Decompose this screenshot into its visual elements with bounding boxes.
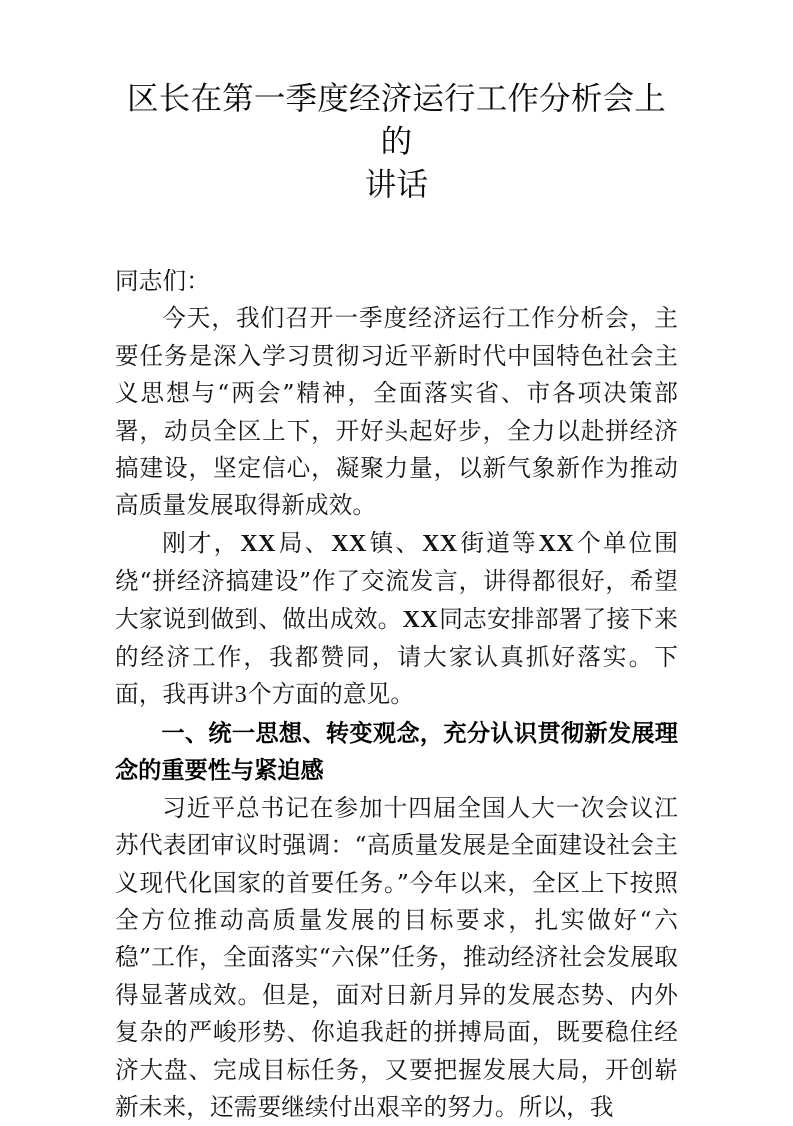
title-body-spacer xyxy=(115,207,678,263)
page-title-line-2: 讲话 xyxy=(364,167,429,203)
seg-cjk-1: 局、 xyxy=(276,528,331,557)
seg-latin-town: XX xyxy=(331,530,367,557)
document-text-column xyxy=(115,78,678,1126)
seg-latin-street: XX xyxy=(422,530,458,557)
page-title xyxy=(115,78,678,207)
seg-cjk-6: 个方面的意见。 xyxy=(247,680,415,709)
salutation-line: 同志们： xyxy=(115,267,210,295)
seg-num-aspect-count: 3 xyxy=(234,682,247,709)
page-title-line-1: 区长在第一季度经济运行工作分析会上的 xyxy=(127,81,666,160)
seg-cjk-3: 街道等 xyxy=(458,528,538,557)
seg-cjk-4: 个单位围绕“拼经济搞建设”作了交流发言，讲得都很好，希望大家说到做到、做出成效。 xyxy=(115,528,678,633)
paragraph-section-one-body: 习近平总书记在参加十四届全国人大一次会议江苏代表团审议时强调：“高质量发展是全面建设社会主义现代化国家的首要任务。”今年以来，全区上下按照全方位推动高质量发展的目标要求，扎实做好“六稳”工作，全面落实“六保”任务，推动经济社会发展取得显著成效。但是，面对日新月异的发展态势、内外复杂的严峻形势、你追我赶的拼搏局面，既要稳住经济大盘、完成目标任务，又要把握发展大局，开创崭新未来，还需要继续付出艰辛的努力。所以，我 xyxy=(115,793,678,1121)
seg-latin-comrade: XX xyxy=(402,606,439,633)
paragraph-opening: 今天，我们召开一季度经济运行工作分析会，主要任务是深入学习贯彻习近平新时代中国特色社会主义思想与“两会”精神，全面落实省、市各项决策部署，动员全区上下，开好头起好步，全力以赴拼经济搞建设，坚定信心，凝聚力量，以新气象新作为推动高质量发展取得新成效。 xyxy=(115,304,678,520)
seg-latin-unit-count: XX xyxy=(538,530,575,557)
seg-cjk-2: 镇、 xyxy=(367,528,422,557)
paragraph-speakers xyxy=(115,525,678,715)
section-heading-one: 一、统一思想、转变观念，充分认识贯彻新发展理念的重要性与紧迫感 xyxy=(115,719,678,785)
seg-cjk-5: 同志安排部署了接下来的经济工作，我都赞同，请大家认真抓好落实。下面，我再讲 xyxy=(115,604,678,709)
seg-cjk-0: 刚才， xyxy=(162,528,240,557)
seg-latin-bureau: XX xyxy=(240,530,276,557)
